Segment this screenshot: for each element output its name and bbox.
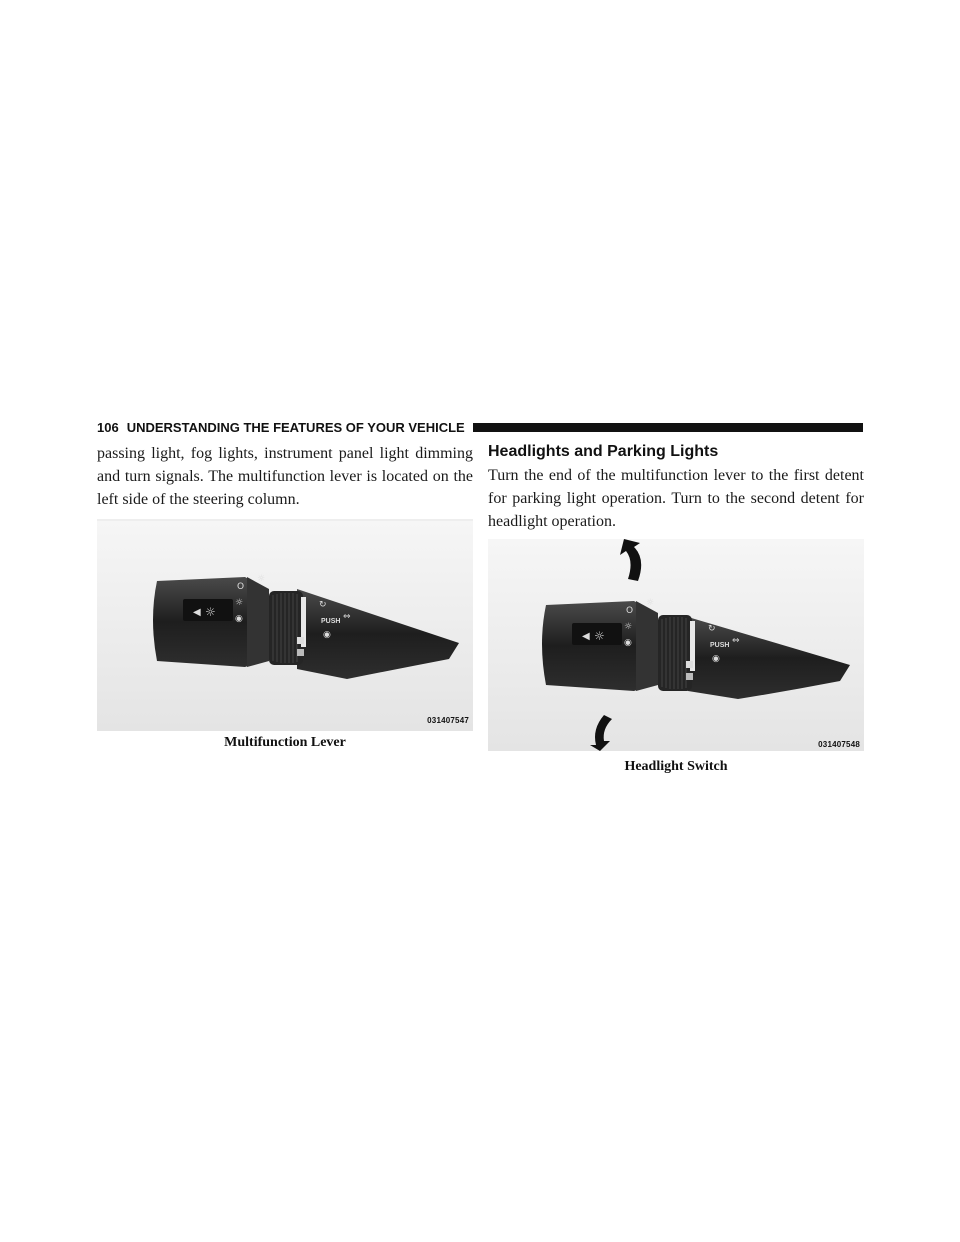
headlight-paragraph: Turn the end of the multifunction lever to the first detent for parking light operation. Turn to the second detent for headlight operation. [488, 467, 864, 530]
figure-code: 031407548 [818, 740, 860, 749]
svg-text:◉: ◉ [235, 614, 243, 624]
left-column [97, 442, 473, 751]
page-number: 106 [97, 419, 119, 435]
svg-text:◉: ◉ [712, 654, 720, 664]
multifunction-lever-illustration [97, 519, 473, 731]
svg-text:⇔: ⇔ [343, 612, 351, 622]
headlight-switch-illustration [488, 539, 864, 751]
svg-text:O: O [626, 606, 634, 616]
svg-text:◉: ◉ [323, 630, 331, 640]
svg-text:☼: ☼ [624, 622, 633, 632]
svg-text:↻: ↻ [319, 600, 327, 610]
svg-text:☼: ☼ [205, 605, 216, 619]
header-rule [473, 423, 863, 432]
figure-caption: Headlight Switch [624, 759, 728, 774]
svg-text:↻: ↻ [708, 624, 716, 634]
section-title: UNDERSTANDING THE FEATURES OF YOUR VEHICLE [126, 419, 465, 435]
svg-text:☼: ☼ [257, 574, 266, 584]
intro-paragraph: passing light, fog lights, instrument panel light dimming and turn signals. The multifunction lever is located on the left side of the steering column. [97, 445, 473, 508]
figure-caption: Multifunction Lever [224, 735, 346, 750]
svg-text:⇔: ⇔ [732, 636, 740, 646]
svg-text:☼: ☼ [235, 598, 244, 608]
lever-push-label: PUSH [321, 618, 341, 625]
svg-text:◀: ◀ [582, 631, 590, 642]
svg-text:◉: ◉ [624, 638, 632, 648]
svg-text:O: O [237, 582, 245, 592]
page-header [97, 417, 863, 437]
lever-push-label: PUSH [710, 642, 730, 649]
right-column [488, 442, 864, 775]
headlight-switch-figure [488, 539, 864, 751]
svg-text:◀: ◀ [193, 607, 201, 618]
multifunction-lever-figure [97, 519, 473, 731]
section-heading: Headlights and Parking Lights [488, 443, 719, 460]
svg-text:☼: ☼ [594, 629, 605, 643]
figure-code: 031407547 [427, 716, 469, 725]
svg-text:☼: ☼ [646, 598, 655, 608]
